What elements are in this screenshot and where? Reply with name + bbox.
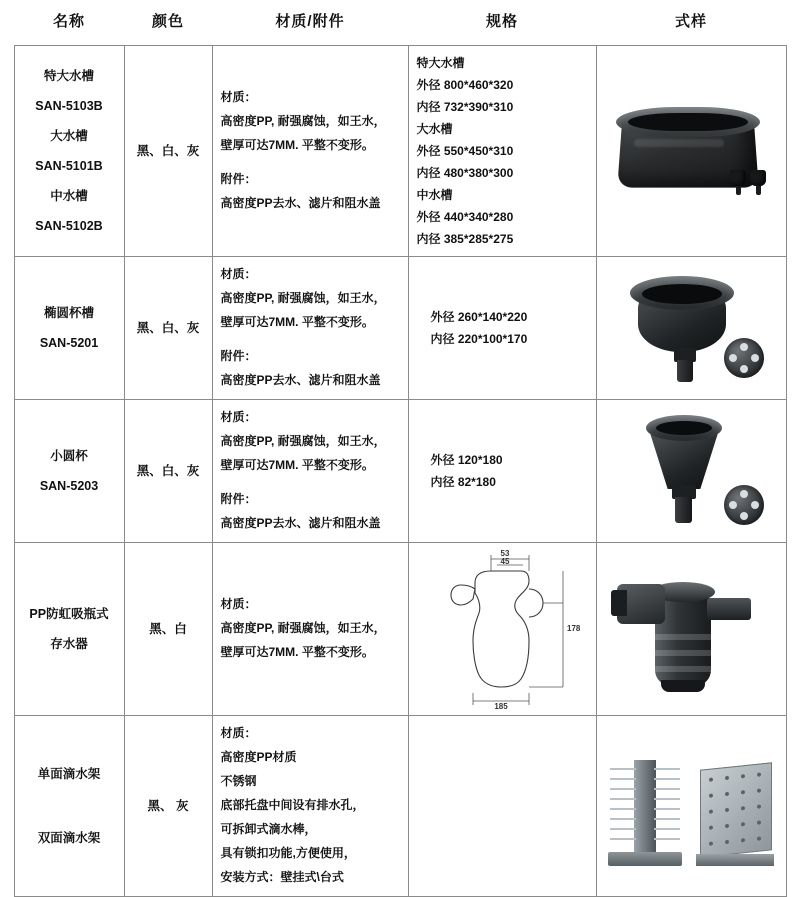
product-color-cell: 黑、白 <box>124 543 212 716</box>
product-material-cell <box>212 543 408 716</box>
material-line: 高密度PP, 耐强腐蚀，如王水， <box>220 434 386 448</box>
drying-racks-photo <box>601 746 781 866</box>
accessory-title: 附件： <box>220 172 257 186</box>
product-style-cell <box>596 257 786 400</box>
double-sided-drying-rack <box>604 754 686 866</box>
material-title: 材质： <box>220 726 257 740</box>
table-row <box>14 716 786 897</box>
drain-accessory-icon <box>750 170 766 195</box>
material-line: 高密度PP, 耐强腐蚀，如王水， <box>220 291 386 305</box>
single-sided-drying-rack <box>692 762 778 866</box>
product-spec-cell <box>408 716 596 897</box>
table-row <box>14 257 786 400</box>
material-line: 高密度PP, 耐强腐蚀，如王水， <box>220 114 386 128</box>
spec-line: 内径 732*390*310 <box>416 100 514 114</box>
product-color-cell: 黑、白、灰 <box>124 400 212 543</box>
material-line: 不锈钢 <box>220 774 257 788</box>
column-header-name: 名称 <box>52 13 85 30</box>
product-name-cell: PP防虹吸瓶式 存水器 <box>14 543 124 716</box>
spec-line: 特大水槽 <box>416 56 465 70</box>
material-line: 高密度PP材质 <box>220 750 297 764</box>
oval-cup-sink-photo <box>616 272 766 384</box>
table-row <box>14 400 786 543</box>
dim-top-inner: 45 <box>500 557 509 566</box>
spec-line: 外径 550*450*310 <box>416 144 514 158</box>
product-material-cell <box>212 46 408 257</box>
product-drawing-cell <box>408 543 596 716</box>
dim-top-outer: 53 <box>500 549 509 558</box>
strainer-disc-icon <box>724 485 764 525</box>
spec-line: 外径 120*180 <box>430 453 503 467</box>
material-line: 高密度PP, 耐强腐蚀，如王水， <box>220 621 386 635</box>
product-style-cell <box>596 400 786 543</box>
column-header-spec: 规格 <box>485 13 518 30</box>
strainer-disc-icon <box>724 338 764 378</box>
dim-right: 178 <box>566 624 580 633</box>
spec-line: 内径 385*285*275 <box>416 232 514 246</box>
product-style-cell <box>596 543 786 716</box>
spec-line: 大水槽 <box>416 122 453 136</box>
spec-line: 外径 800*460*320 <box>416 78 514 92</box>
accessory-line: 高密度PP去水、滤片和阻水盖 <box>220 196 381 210</box>
material-title: 材质： <box>220 90 257 104</box>
material-title: 材质： <box>220 267 257 281</box>
product-name-cell: 小圆杯 SAN-5203 <box>14 400 124 543</box>
material-line: 壁厚可达7MM. 平整不变形。 <box>220 458 374 472</box>
product-spec-cell <box>408 400 596 543</box>
material-title: 材质： <box>220 410 257 424</box>
product-name-cell: 单面滴水架 双面滴水架 <box>14 716 124 897</box>
table-header-row <box>14 0 786 46</box>
table-row <box>14 46 786 257</box>
product-color-cell: 黑、白、灰 <box>124 46 212 257</box>
small-round-cup-photo <box>616 411 766 531</box>
table-row <box>14 543 786 716</box>
product-spec-cell <box>408 46 596 257</box>
product-material-cell <box>212 716 408 897</box>
trap-outline-svg <box>417 549 597 709</box>
product-style-cell <box>596 716 786 897</box>
product-spec-table <box>14 0 787 897</box>
material-line: 底部托盘中间设有排水孔， <box>220 798 365 812</box>
dim-bottom: 185 <box>493 702 508 709</box>
product-name-cell: 特大水槽 SAN-5103B 大水槽 SAN-5101B 中水槽 SAN-5102B <box>14 46 124 257</box>
accessory-line: 高密度PP去水、滤片和阻水盖 <box>220 516 381 530</box>
material-line: 安装方式：壁挂式\台式 <box>220 870 344 884</box>
product-spec-cell <box>408 257 596 400</box>
spec-line: 外径 260*140*220 <box>430 310 528 324</box>
spec-line: 内径 480*380*300 <box>416 166 514 180</box>
product-color-cell: 黑、白、灰 <box>124 257 212 400</box>
product-color-cell: 黑、 灰 <box>124 716 212 897</box>
rectangular-sink-photo <box>616 105 766 197</box>
product-material-cell <box>212 400 408 543</box>
product-name-cell: 椭圆杯槽 SAN-5201 <box>14 257 124 400</box>
material-line: 可拆卸式滴水棒， <box>220 822 317 836</box>
accessory-title: 附件： <box>220 349 257 363</box>
material-line: 壁厚可达7MM. 平整不变形。 <box>220 315 374 329</box>
spec-line: 外径 440*340*280 <box>416 210 514 224</box>
column-header-style: 式样 <box>674 13 707 30</box>
accessory-line: 高密度PP去水、滤片和阻水盖 <box>220 373 381 387</box>
column-header-material: 材质/附件 <box>275 13 345 30</box>
bottle-trap-technical-drawing <box>417 549 588 709</box>
material-line: 壁厚可达7MM. 平整不变形。 <box>220 138 374 152</box>
spec-line: 内径 220*100*170 <box>430 332 528 346</box>
column-header-color: 颜色 <box>151 13 184 30</box>
material-line: 壁厚可达7MM. 平整不变形。 <box>220 645 374 659</box>
drain-accessory-icon <box>730 170 746 195</box>
accessory-title: 附件： <box>220 492 257 506</box>
spec-line: 中水槽 <box>416 188 453 202</box>
bottle-trap-photo <box>611 564 771 694</box>
material-line: 具有锁扣功能,方便使用， <box>220 846 356 860</box>
spec-line: 内径 82*180 <box>430 475 496 489</box>
product-material-cell <box>212 257 408 400</box>
product-style-cell <box>596 46 786 257</box>
material-title: 材质： <box>220 597 257 611</box>
